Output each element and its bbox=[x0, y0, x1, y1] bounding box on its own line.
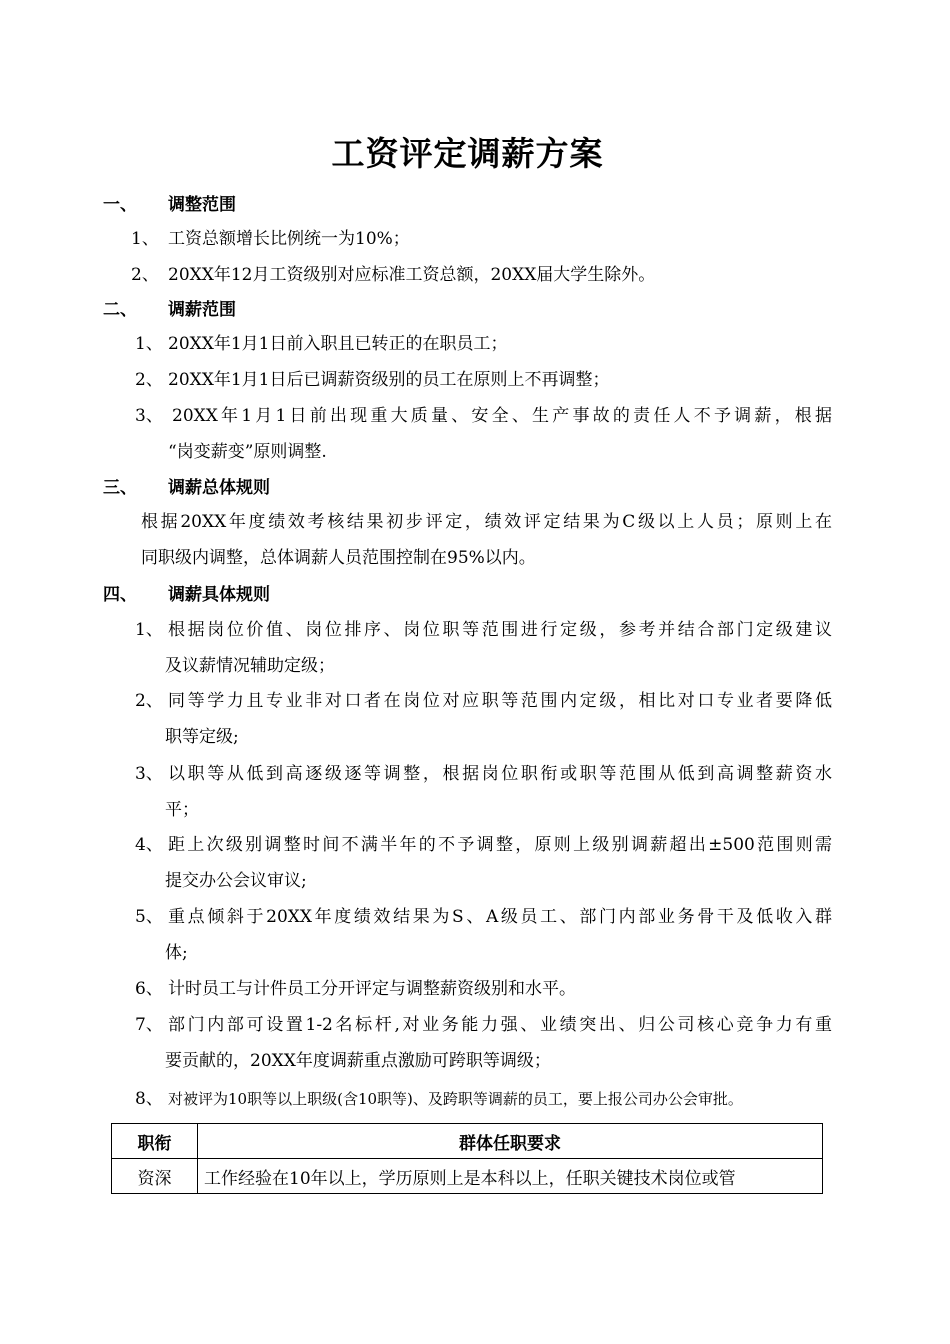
section-4-item-5-number: 5、 bbox=[135, 907, 163, 927]
section-4-item-3-number: 3、 bbox=[135, 764, 163, 784]
section-4-item-1-number: 1、 bbox=[135, 620, 163, 640]
requirements-table bbox=[111, 1123, 823, 1194]
section-4-item-4-line-2: 提交办公会议审议; bbox=[165, 871, 307, 891]
table-cell: 资深 bbox=[112, 1159, 198, 1194]
section-4-item-6-text: 计时员工与计件员工分开评定与调整薪资级别和水平。 bbox=[168, 979, 576, 999]
section-2-item-1-number: 1、 bbox=[135, 334, 163, 354]
section-1-item-1-number: 1、 bbox=[131, 229, 159, 249]
section-4-item-3-line-2: 平； bbox=[165, 800, 199, 820]
section-4-item-5-line-2: 体; bbox=[165, 943, 188, 963]
section-3-number: 三、 bbox=[103, 478, 137, 498]
section-2-item-3-number: 3、 bbox=[135, 406, 163, 426]
section-4-item-2-number: 2、 bbox=[135, 691, 163, 711]
section-4-item-2-line-2: 职等定级; bbox=[165, 727, 239, 747]
section-4-number: 四、 bbox=[103, 585, 137, 605]
table-header-cell: 群体任职要求 bbox=[198, 1124, 823, 1159]
section-4-item-2-line-1: 同等学力且专业非对口者在岗位对应职等范围内定级，相比对口专业者要降低 bbox=[168, 691, 832, 711]
section-2-item-2-number: 2、 bbox=[135, 370, 163, 390]
section-4-item-1-line-1: 根据岗位价值、岗位排序、岗位职等范围进行定级，参考并结合部门定级建议 bbox=[168, 620, 832, 640]
document-title: 工资评定调薪方案 bbox=[331, 134, 604, 173]
section-4-item-8-text: 对被评为10职等以上职级(含10职等)、及跨职等调薪的员工，要上报公司办公会审批。 bbox=[168, 1090, 743, 1108]
section-1-item-1-text: 工资总额增长比例统一为10%； bbox=[168, 229, 410, 249]
table-row bbox=[112, 1159, 823, 1194]
section-4-item-8-number: 8、 bbox=[135, 1089, 163, 1109]
section-4-item-4-number: 4、 bbox=[135, 835, 163, 855]
section-2-item-3-line-2: “岗变薪变”原则调整. bbox=[168, 442, 327, 462]
section-4-item-7-line-2: 要贡献的，20XX年度调薪重点激励可跨职等调级； bbox=[165, 1051, 551, 1071]
section-2-item-3-line-1: 20XX年1月1日前出现重大质量、安全、生产事故的责任人不予调薪，根据 bbox=[172, 406, 832, 426]
section-4-item-4-line-1: 距上次级别调整时间不满半年的不予调整，原则上级别调薪超出±500范围则需 bbox=[168, 835, 832, 855]
table-header-cell: 职衔 bbox=[112, 1124, 198, 1159]
section-4-item-1-line-2: 及议薪情况辅助定级； bbox=[165, 656, 335, 676]
section-4-item-6-number: 6、 bbox=[135, 979, 163, 999]
section-1-number: 一、 bbox=[103, 195, 137, 215]
table-header-row bbox=[112, 1124, 823, 1159]
section-2-item-1-text: 20XX年1月1日前入职且已转正的在职员工； bbox=[168, 334, 508, 354]
section-1-title: 调整范围 bbox=[168, 195, 236, 215]
section-4-item-5-line-1: 重点倾斜于20XX年度绩效结果为S、A级员工、部门内部业务骨干及低收入群 bbox=[168, 907, 832, 927]
section-4-item-3-line-1: 以职等从低到高逐级逐等调整，根据岗位职衔或职等范围从低到高调整薪资水 bbox=[168, 764, 832, 784]
section-3-paragraph-line-1: 根据20XX年度绩效考核结果初步评定，绩效评定结果为C级以上人员；原则上在 bbox=[141, 512, 832, 532]
table-cell: 工作经验在10年以上，学历原则上是本科以上，任职关键技术岗位或管 bbox=[198, 1159, 823, 1194]
section-1-item-2-text: 20XX年12月工资级别对应标准工资总额，20XX届大学生除外。 bbox=[168, 265, 656, 285]
section-1-item-2-number: 2、 bbox=[131, 265, 159, 285]
section-4-item-7-line-1: 部门内部可设置1-2名标杆,对业务能力强、业绩突出、归公司核心竞争力有重 bbox=[168, 1015, 832, 1035]
section-4-item-7-number: 7、 bbox=[135, 1015, 163, 1035]
section-3-paragraph-line-2: 同职级内调整，总体调薪人员范围控制在95%以内。 bbox=[141, 548, 536, 568]
section-2-title: 调薪范围 bbox=[168, 300, 236, 320]
section-2-number: 二、 bbox=[103, 300, 137, 320]
section-3-title: 调薪总体规则 bbox=[168, 478, 270, 498]
section-4-title: 调薪具体规则 bbox=[168, 585, 270, 605]
section-2-item-2-text: 20XX年1月1日后已调薪资级别的员工在原则上不再调整； bbox=[168, 370, 610, 390]
